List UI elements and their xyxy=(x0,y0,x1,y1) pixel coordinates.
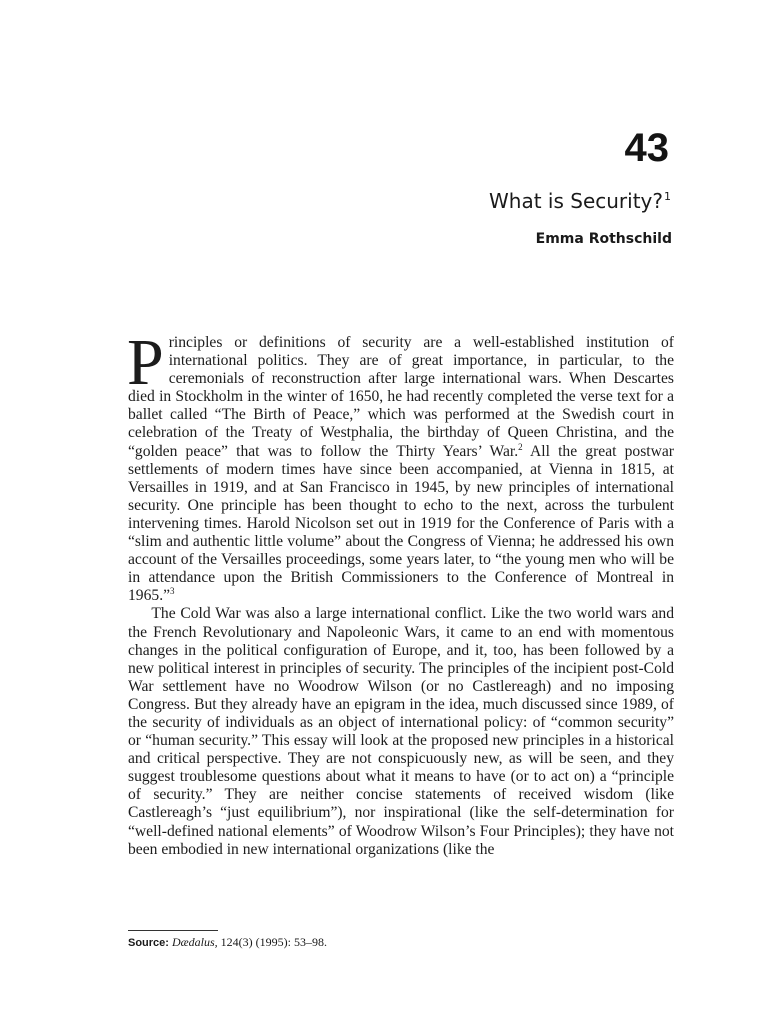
chapter-title xyxy=(489,184,671,214)
footnote-ref-2: 2 xyxy=(518,441,523,452)
chapter-number: 43 xyxy=(624,126,669,170)
source-footnote xyxy=(128,934,327,951)
chapter-author: Emma Rothschild xyxy=(535,231,672,247)
source-label: Source: xyxy=(128,937,169,949)
chapter-title-footnote-marker: 1 xyxy=(664,190,671,203)
source-journal: Dædalus, xyxy=(171,935,218,949)
source-citation: 124(3) (1995): 53–98. xyxy=(217,935,327,949)
chapter-title-text: What is Security? xyxy=(489,189,663,213)
footnote-ref-3: 3 xyxy=(170,586,175,597)
body-text xyxy=(127,326,675,859)
paragraph-2: The Cold War was also a large international conflict. Like the two world wars and the French Revolutionary and Napoleonic Wars, it came to an end with momentous changes in the political configuration of Europe, and it, too, has been followed by a new political interest in principles of security. The principles of the incipient post-Cold War settlement have no Woodrow Wilson (or no Castlereagh) and no imposing Congress. But they already have an epigram in the idea, much discussed since 1989, of the security of individuals as an object of international policy: of “common security” or “human security.” This essay will look at the proposed new principles in a historical and critical perspective. They are not conspicuously new, as will be seen, and they suggest troublesome questions about what it means to have (or to act on) a “principle of security.” They are neither concise statements of received wisdom (like Castlereagh’s “just equilibrium”), nor inspirational (like the self-determination for “well-defined national elements” of Woodrow Wilson’s Four Principles); they have not been embodied in new international organizations (like the xyxy=(128,605,674,858)
paragraph-1-text-a: rinciples or definitions of security are a well-established institution of international politics. They are of great importance, in particular, to the ceremonials of reconstruction after large international wars. When Descartes died in Stockholm in the winter of 1650, he had recently completed the verse text for a ballet called “The Birth of Peace,” which was performed at the Swedish court in celebration of the Treaty of Westphalia, the birthday of Queen Christina, and the “golden peace” that was to follow the Thirty Years’ War. xyxy=(128,334,674,460)
drop-cap: P xyxy=(127,326,164,399)
paragraph-1 xyxy=(127,326,675,605)
footnote-divider xyxy=(128,930,218,931)
paragraph-1-text-b: All the great postwar settlements of modern times have since been accompanied, at Vienna in 1815, at Versailles in 1919, and at San Francisco in 1945, by new principles of international security. One principle has been thought to echo to the next, across the turbulent intervening times. Harold Nicolson set out in 1919 for the Conference of Paris with a “slim and authentic little volume” about the Congress of Vienna; he addressed his own account of the Versailles proceedings, some years later, to “the young men who will be in attendance upon the British Commissioners to the Conference of Montreal in 1965.” xyxy=(128,442,675,605)
